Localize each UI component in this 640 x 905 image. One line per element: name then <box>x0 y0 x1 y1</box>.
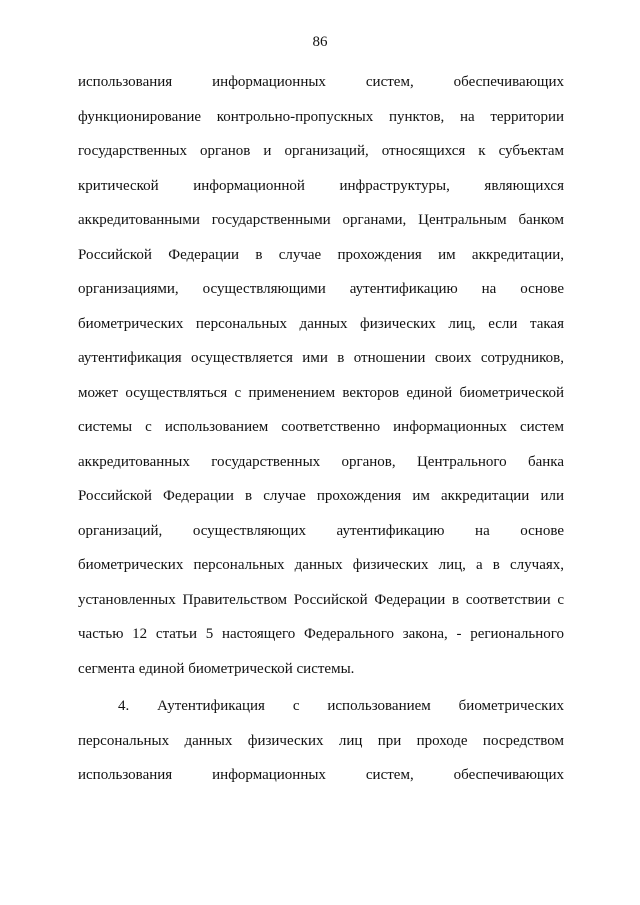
text-line: критической информационной инфраструктуры, являющихся <box>78 177 564 194</box>
text-line: аутентификация осуществляется ими в отношении своих сотрудников, <box>78 350 564 366</box>
text-line: персональных данных физических лиц при проходе посредством <box>78 732 564 749</box>
text-line: 4. Аутентификация с использованием биометрических <box>118 698 564 714</box>
text-line: биометрических персональных данных физических лиц, если такая <box>78 315 564 332</box>
text-line: биометрических персональных данных физических лиц, а в случаях, <box>78 557 564 573</box>
text-line: использования информационных систем, обеспечивающих <box>78 74 564 90</box>
text-line: организациями, осуществляющими аутентификацию на основе <box>78 281 564 297</box>
text-line: сегмента единой биометрической системы. <box>78 660 355 677</box>
text-line: использования информационных систем, обеспечивающих <box>78 767 564 783</box>
paragraph-continuation <box>78 73 564 694</box>
text-line: установленных Правительством Российской Федерации в соответствии с <box>78 591 564 608</box>
text-line: государственных органов и организаций, относящихся к субъектам <box>78 143 564 159</box>
text-line: аккредитованных государственных органов, Центрального банка <box>78 453 564 470</box>
text-line: Российской Федерации в случае прохождения им аккредитации или <box>78 488 564 504</box>
text-line: организаций, осуществляющих аутентификацию на основе <box>78 522 564 539</box>
text-line: функционирование контрольно-пропускных пунктов, на территории <box>78 108 564 125</box>
text-line: аккредитованными государственными органами, Центральным банком <box>78 212 564 228</box>
text-line: может осуществляться с применением векторов единой биометрической <box>78 384 564 401</box>
text-line: частью 12 статьи 5 настоящего Федерального закона, - регионального <box>78 626 564 642</box>
text-line: системы с использованием соответственно информационных систем <box>78 419 564 435</box>
page-number: 86 <box>312 34 328 50</box>
paragraph-item-4 <box>78 697 564 801</box>
text-line: Российской Федерации в случае прохождения им аккредитации, <box>78 246 564 263</box>
